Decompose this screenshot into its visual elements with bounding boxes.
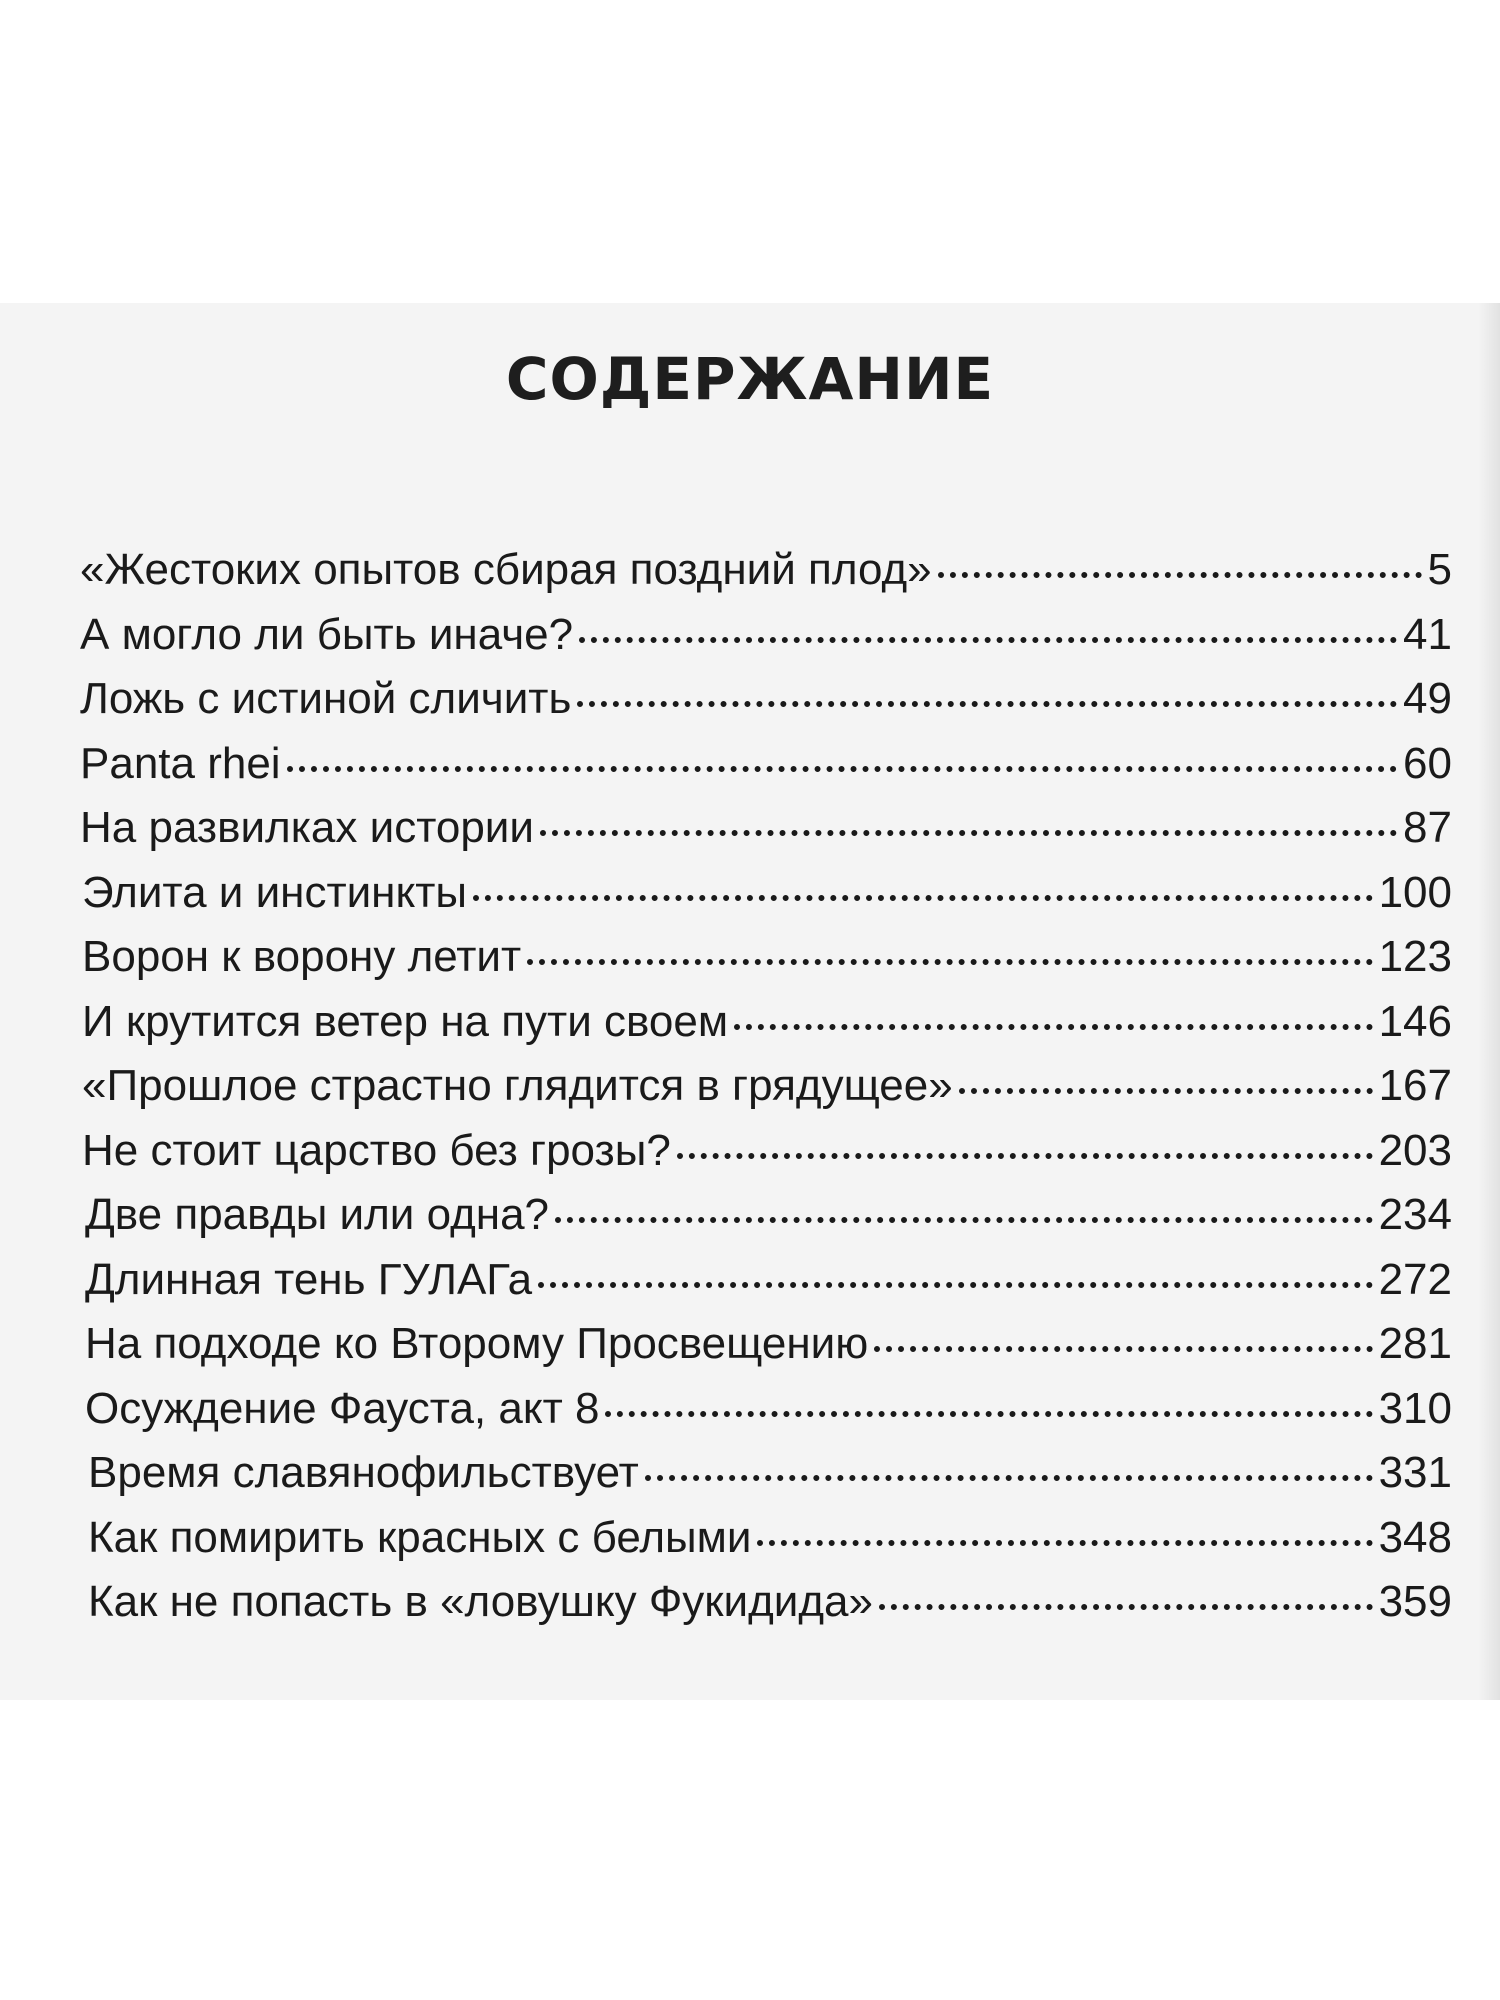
toc-entry-title: И крутится ветер на пути своем <box>82 996 729 1046</box>
dot-leader <box>527 959 1372 965</box>
toc-entry-title: Осуждение Фауста, акт 8 <box>85 1383 600 1433</box>
dot-leader <box>605 1411 1372 1417</box>
toc-entry <box>82 997 1452 1062</box>
toc-entry <box>82 932 1452 997</box>
dot-leader <box>874 1346 1372 1352</box>
dot-leader <box>540 830 1397 836</box>
dot-leader <box>579 637 1397 643</box>
toc-entry-page-number: 310 <box>1378 1383 1452 1433</box>
toc-entry-title: Время славянофильствует <box>88 1448 639 1497</box>
dot-leader <box>757 1540 1372 1546</box>
toc-entry <box>88 1448 1452 1513</box>
toc-entry <box>82 1061 1452 1126</box>
toc-entry-title: Две правды или одна? <box>85 1190 550 1239</box>
dot-leader <box>645 1475 1373 1481</box>
toc-entry <box>82 868 1452 933</box>
toc-entry-page-number: 87 <box>1403 803 1452 852</box>
toc-entry <box>80 610 1452 675</box>
toc-entry <box>88 1577 1452 1642</box>
toc-entry-page-number: 60 <box>1403 738 1452 788</box>
toc-entry-page-number: 281 <box>1378 1319 1452 1368</box>
toc-entry-title: Не стоит царство без грозы? <box>82 1125 671 1175</box>
dot-leader <box>473 895 1373 901</box>
toc-entry <box>80 545 1452 610</box>
toc-entry-page-number: 359 <box>1378 1577 1452 1626</box>
toc-entry-page-number: 123 <box>1378 932 1452 981</box>
page-title: СОДЕРЖАНИЕ <box>505 345 995 413</box>
toc-entry-page-number: 5 <box>1427 545 1452 594</box>
toc-entry-page-number: 100 <box>1378 867 1452 917</box>
toc-entry-title: Элита и инстинкты <box>82 867 467 917</box>
toc-entry-page-number: 146 <box>1378 996 1452 1046</box>
toc-entry-title: Как помирить красных с белыми <box>88 1512 752 1562</box>
toc-entry-page-number: 49 <box>1403 674 1452 723</box>
dot-leader <box>879 1604 1373 1610</box>
dot-leader <box>555 1217 1373 1223</box>
toc-entry <box>85 1384 1452 1449</box>
toc-entry-title: Как не попасть в «ловушку Фукидида» <box>88 1577 873 1626</box>
toc-entry-page-number: 331 <box>1378 1448 1452 1497</box>
toc-entry-page-number: 41 <box>1403 609 1452 659</box>
toc-entry-title: Panta rhei <box>80 738 281 788</box>
toc-entry <box>80 674 1452 739</box>
toc-entry-title: Длинная тень ГУЛАГа <box>85 1254 533 1304</box>
toc-entry <box>85 1190 1452 1255</box>
dot-leader <box>677 1153 1373 1159</box>
dot-leader <box>938 572 1422 578</box>
toc-entry-page-number: 348 <box>1378 1512 1452 1562</box>
toc-entry-title: Ложь с истиной сличить <box>80 674 572 723</box>
toc-entry <box>80 739 1452 804</box>
dot-leader <box>287 766 1397 772</box>
toc-entry-title: «Прошлое страстно глядится в грядущее» <box>82 1061 953 1110</box>
dot-leader <box>734 1024 1373 1030</box>
dot-leader <box>577 701 1397 707</box>
toc-entry <box>82 1126 1452 1191</box>
toc-entry-title: А могло ли быть иначе? <box>80 609 574 659</box>
toc-entry-title: На подходе ко Второму Просвещению <box>85 1319 869 1368</box>
toc-entry-page-number: 167 <box>1378 1061 1452 1110</box>
toc-entry-title: Ворон к ворону летит <box>82 932 522 981</box>
toc-entry-title: На развилках истории <box>80 803 534 852</box>
toc-entry-page-number: 234 <box>1378 1190 1452 1239</box>
toc-entry <box>85 1255 1452 1320</box>
toc-entry <box>88 1513 1452 1578</box>
toc-entry-page-number: 203 <box>1378 1125 1452 1175</box>
toc-entry-title: «Жестоких опытов сбирая поздний плод» <box>80 545 932 594</box>
dot-leader <box>538 1282 1372 1288</box>
table-of-contents <box>80 545 1452 1642</box>
toc-entry <box>85 1319 1452 1384</box>
toc-entry <box>80 803 1452 868</box>
toc-entry-page-number: 272 <box>1378 1254 1452 1304</box>
dot-leader <box>959 1088 1373 1094</box>
